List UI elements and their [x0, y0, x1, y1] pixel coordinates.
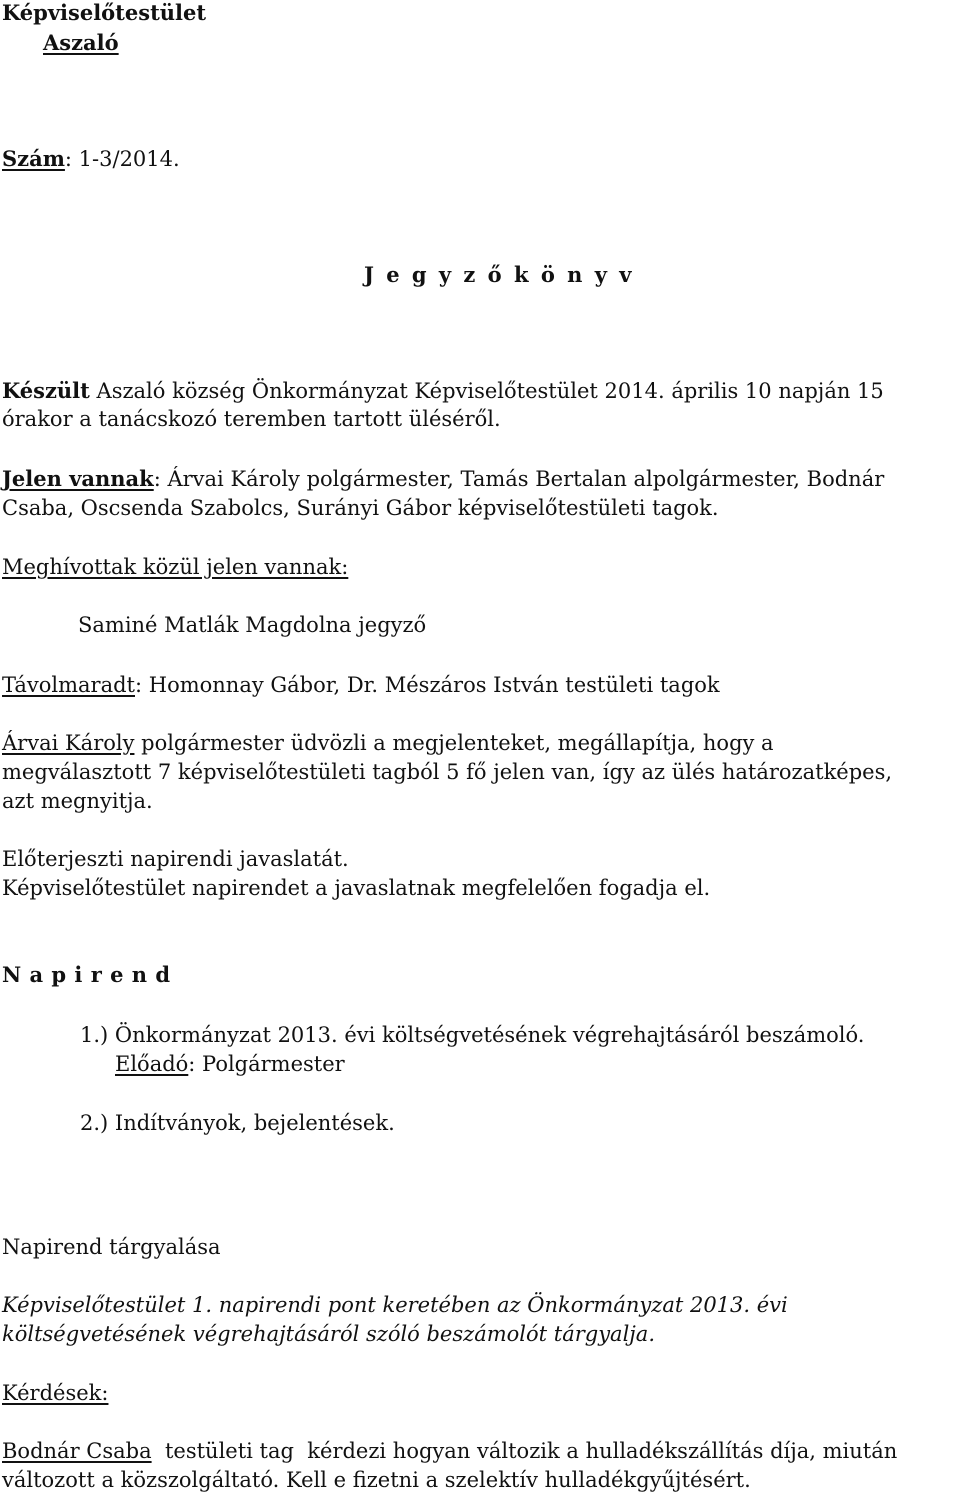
agenda-item-1-presenter	[115, 1051, 345, 1077]
opening-text-1: polgármester üdvözli a megjelenteket, megállapítja, hogy a	[134, 731, 774, 755]
absent-label: Távolmaradt	[2, 673, 135, 697]
invited-label: Meghívottak közül jelen vannak:	[2, 555, 349, 579]
invited-person: Saminé Matlák Magdolna jegyző	[78, 613, 427, 637]
proposal-line-2: Képviselőtestület napirendet a javaslatnak megfelelően fogadja el.	[2, 876, 711, 900]
discussion-heading: Napirend tárgyalása	[2, 1235, 221, 1259]
agenda-heading: N a p i r e n d	[2, 962, 171, 987]
opening-line-3: azt megnyitja.	[2, 789, 153, 813]
questions-line-2: változott a közszolgáltató. Kell e fizetni a szelektív hulladékgyűjtésért.	[2, 1468, 751, 1492]
body-name: Képviselőtestület	[2, 0, 207, 25]
questions-label: Kérdések:	[2, 1381, 109, 1405]
made-label: Készült	[2, 378, 90, 403]
town-name: Aszaló	[43, 30, 119, 55]
opening-line-2: megválasztott 7 képviselőtestületi tagból 5 fő jelen van, így az ülés határozatképes,	[2, 760, 893, 784]
questions-text-1: testületi tag kérdezi hogyan változik a hulladékszállítás díja, miután	[151, 1439, 898, 1463]
discussion-line-2: költségvetésének végrehajtásáról szóló beszámolót tárgyalja.	[2, 1322, 655, 1346]
present-line-2: Csaba, Oscsenda Szabolcs, Surányi Gábor képviselőtestületi tagok.	[2, 496, 719, 520]
document-title: J e g y z ő k ö n y v	[364, 262, 632, 287]
made-line-1	[2, 378, 884, 404]
present-label: Jelen vannak	[2, 466, 154, 491]
presenter-value: : Polgármester	[188, 1052, 345, 1076]
made-text-1: Aszaló község Önkormányzat Képviselőtestület 2014. április 10 napján 15	[89, 379, 884, 403]
opening-speaker: Árvai Károly	[2, 731, 135, 755]
made-line-2: órakor a tanácskozó teremben tartott üléséről.	[2, 407, 501, 431]
present-text-1: : Árvai Károly polgármester, Tamás Bertalan alpolgármester, Bodnár	[153, 467, 885, 491]
opening-line-1	[2, 730, 774, 756]
proposal-line-1: Előterjeszti napirendi javaslatát.	[2, 847, 349, 871]
reference-number	[2, 146, 180, 172]
agenda-item-1: 1.) Önkormányzat 2013. évi költségvetésének végrehajtásáról beszámoló.	[80, 1023, 865, 1047]
reference-value: : 1-3/2014.	[64, 147, 180, 171]
reference-label: Szám	[2, 146, 65, 171]
absent-text: : Homonnay Gábor, Dr. Mészáros István testületi tagok	[135, 673, 720, 697]
presenter-label: Előadó	[115, 1052, 189, 1076]
present-line-1	[2, 466, 884, 492]
questions-line-1	[2, 1438, 897, 1464]
agenda-item-2: 2.) Indítványok, bejelentések.	[80, 1111, 395, 1135]
discussion-line-1: Képviselőtestület 1. napirendi pont keretében az Önkormányzat 2013. évi	[2, 1293, 788, 1317]
questions-speaker: Bodnár Csaba	[2, 1439, 152, 1463]
absent-line	[2, 672, 720, 698]
